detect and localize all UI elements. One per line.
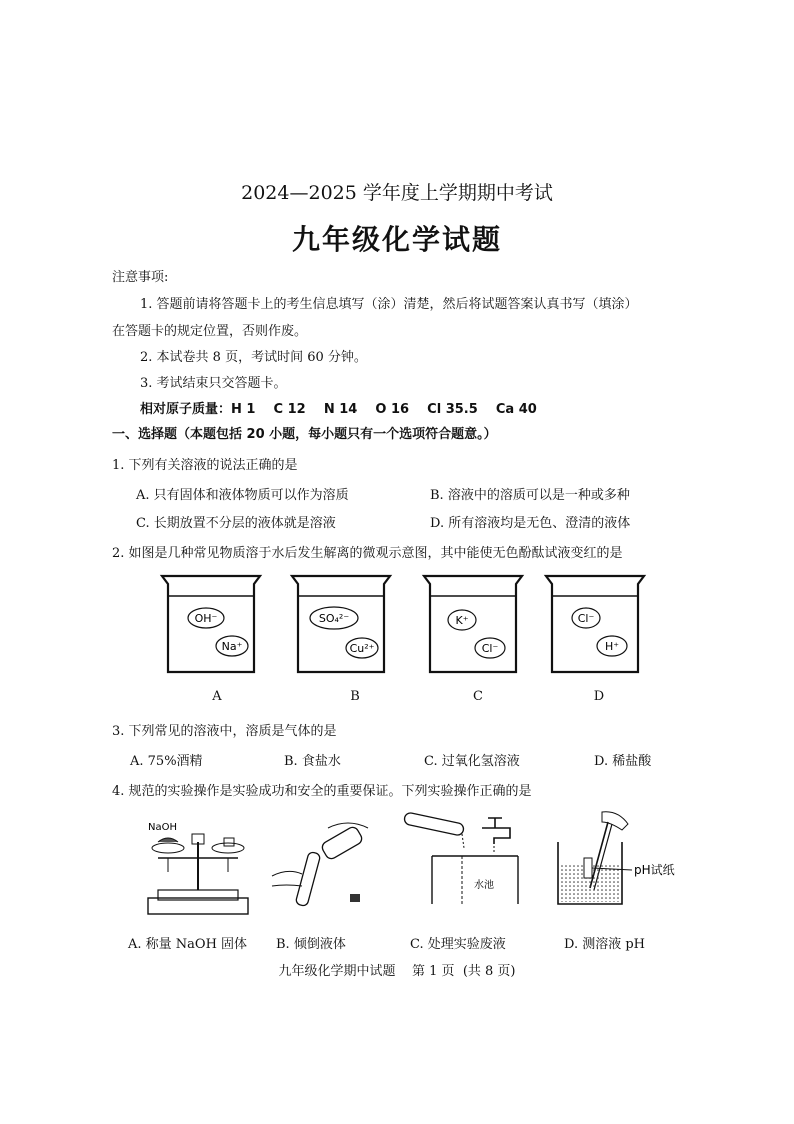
beaker-c-ion-1: K⁺ [455, 614, 469, 627]
q4-option-a: A. 称量 NaOH 固体 [128, 937, 248, 952]
beaker-b-label: B [350, 689, 360, 704]
q1-option-b: B. 溶液中的溶质可以是一种或多种 [430, 488, 630, 503]
beaker-b [292, 576, 390, 672]
sink-illustration [398, 808, 528, 923]
beaker-b-ion-1: SO₄²⁻ [318, 612, 350, 625]
notes-heading: 注意事项: [112, 270, 169, 285]
note-3: 3. 考试结束只交答题卡。 [140, 376, 287, 391]
q4-option-d: D. 测溶液 pH [564, 937, 646, 952]
q4-option-c: C. 处理实验废液 [410, 937, 506, 952]
beaker-a-ion-1: OH⁻ [194, 612, 218, 625]
q4-stem: 4. 规范的实验操作是实验成功和安全的重要保证。下列实验操作正确的是 [112, 784, 532, 799]
beaker-a-ion-2: Na⁺ [221, 640, 243, 653]
beaker-d-ion-1: Cl⁻ [577, 612, 595, 625]
beaker-c [424, 576, 522, 672]
section-heading: 一、选择题（本题包括 20 小题，每小题只有一个选项符合题意。） [112, 427, 497, 442]
beaker-a [162, 576, 260, 672]
q3-option-d: D. 稀盐酸 [594, 754, 652, 769]
beaker-c-ion-2: Cl⁻ [481, 642, 499, 655]
page-footer: 九年级化学期中试题 第 1 页 (共 8 页) [278, 964, 516, 979]
q2-stem: 2. 如图是几种常见物质溶于水后发生解离的微观示意图，其中能使无色酚酞试液变红的是 [112, 546, 623, 561]
q1-stem: 1. 下列有关溶液的说法正确的是 [112, 458, 298, 473]
q3-option-b: B. 食盐水 [284, 754, 341, 769]
q1-option-c: C. 长期放置不分层的液体就是溶液 [136, 516, 336, 531]
beaker-d-ion-2: H⁺ [604, 640, 620, 653]
pouring-illustration [268, 812, 388, 922]
beaker-d-label: D [593, 689, 605, 704]
atomic-masses: 相对原子质量：H 1 C 12 N 14 O 16 Cl 35.5 Ca 40 [140, 402, 537, 417]
beaker-a-label: A [212, 689, 222, 704]
sink-tag: 水池 [474, 880, 494, 891]
q3-option-a: A. 75%酒精 [130, 754, 203, 769]
q2-beakers-figure [150, 570, 690, 678]
note-1-line-1: 1. 答题前请将答题卡上的考生信息填写（涂）清楚，然后将试题答案认真书写（填涂） [140, 297, 638, 312]
naoh-tag: NaOH [148, 822, 177, 833]
exam-title: 2024—2025 学年度上学期期中考试 [241, 182, 553, 204]
beaker-b-ion-2: Cu²⁺ [349, 642, 375, 655]
note-2: 2. 本试卷共 8 页，考试时间 60 分钟。 [140, 350, 367, 365]
q3-option-c: C. 过氧化氢溶液 [424, 754, 520, 769]
q3-stem: 3. 下列常见的溶液中，溶质是气体的是 [112, 724, 337, 739]
note-1-line-2: 在答题卡的规定位置，否则作废。 [112, 324, 308, 339]
balance-illustration [128, 812, 258, 922]
beaker-d [546, 576, 644, 672]
subject-title: 九年级化学试题 [291, 223, 502, 256]
q1-option-a: A. 只有固体和液体物质可以作为溶质 [136, 488, 349, 503]
ph-paper-tag: pH试纸 [634, 863, 675, 877]
ph-test-illustration [548, 808, 688, 923]
beaker-c-label: C [473, 689, 483, 704]
q4-option-b: B. 倾倒液体 [276, 937, 346, 952]
q1-option-d: D. 所有溶液均是无色、澄清的液体 [430, 516, 631, 531]
